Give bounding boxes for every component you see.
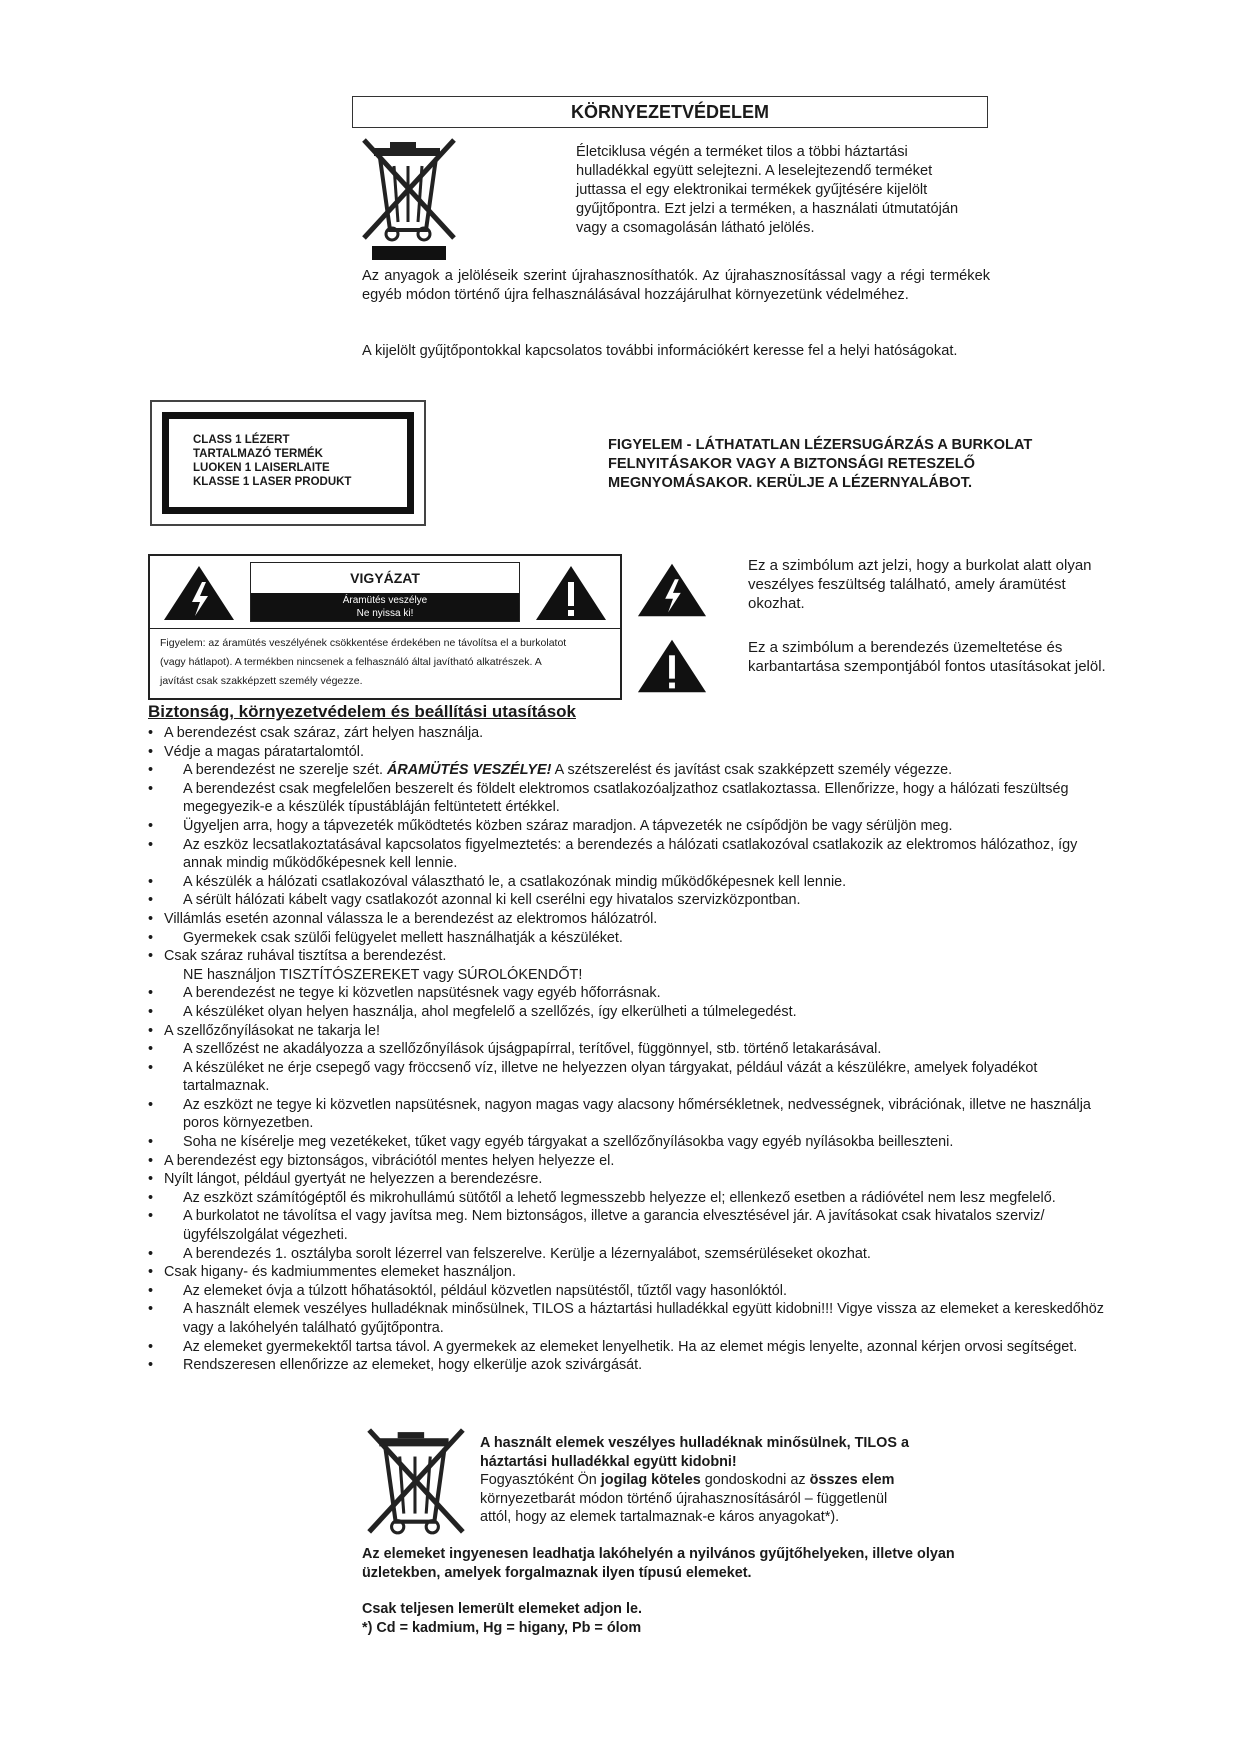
- safety-item-text: A berendezést egy biztonságos, vibrációtól mentes helyen helyezze el.: [164, 1152, 615, 1169]
- caution-subtitle: [251, 593, 519, 621]
- safety-item: [148, 1059, 1108, 1096]
- bin-description: Életciklusa végén a terméket tilos a többi háztartási hulladékkal együtt selejtezni. A leselejtezendő terméket juttassa el egy elektronikai termékek gyűjtésére kijelölt gyűjtőpontra. Ezt jelzi a terméken, a használati útmutatóján vagy a csomagolásán látható jelölés.: [576, 144, 959, 236]
- caution-box: [148, 554, 622, 700]
- safety-list: [148, 724, 1108, 1375]
- bullet: •: [148, 1282, 154, 1299]
- safety-item: [148, 1282, 1108, 1301]
- safety-item: [148, 966, 1108, 985]
- caution-text-line: (vagy hátlapot). A termékben nincsenek a felhasználó által javítható alkatrészek. A: [160, 656, 542, 668]
- laser-label-line: LUOKEN 1 LAISERLAITE: [193, 462, 330, 474]
- safety-item: [148, 1170, 1108, 1189]
- safety-item-text: A berendezést csak száraz, zárt helyen használja.: [164, 725, 484, 741]
- safety-item: [148, 1300, 1108, 1337]
- safety-item-text: Nyílt lángot, például gyertyát ne helyezzen a berendezésre.: [164, 1171, 543, 1188]
- battery-collection-text: Az elemeket ingyenesen leadhatja lakóhelyén a nyilvános gyűjtőhelyeken, illetve olyan üzletekben, amelyek forgalmaznak ilyen típusú elemeket.: [362, 1546, 955, 1581]
- bullet: •: [148, 873, 154, 890]
- safety-item-text: A készüléket olyan helyen használja, ahol megfelelő a szellőzés, így elkerülheti a túlmelegedést.: [183, 1003, 797, 1020]
- bullet: •: [148, 1338, 154, 1355]
- exclamation-symbol-description: Ez a szimbólum a berendezés üzemeltetése és karbantartása szempontjából fontos utasításokat jelöl.: [748, 639, 1106, 675]
- safety-item: [148, 1022, 1108, 1041]
- safety-item: [148, 891, 1108, 910]
- environment-title: KÖRNYEZETVÉDELEM: [352, 96, 988, 128]
- laser-label-line: KLASSE 1 LASER PRODUKT: [193, 476, 352, 488]
- bullet: •: [148, 1003, 154, 1020]
- lightning-symbol-description: Ez a szimbólum azt jelzi, hogy a burkolat alatt olyan veszélyes feszültség található, amely áramütést okozhat.: [748, 557, 1092, 612]
- caution-label: [250, 562, 520, 622]
- bullet: •: [148, 780, 154, 797]
- exclamation-warning-icon: [534, 564, 608, 622]
- bullet: •: [148, 1171, 154, 1188]
- bullet: •: [148, 948, 154, 965]
- bullet: •: [148, 817, 154, 834]
- safety-item-text: Csak száraz ruhával tisztítsa a berendezést.: [164, 948, 447, 965]
- safety-item-text: A sérült hálózati kábelt vagy csatlakozót azonnal ki kell cserélni egy hivatalos szervizközpontban.: [183, 892, 801, 909]
- safety-item-text: A szellőzőnyílásokat ne takarja le!: [164, 1022, 380, 1039]
- battery-text-part: Fogyasztóként Ön: [480, 1472, 601, 1489]
- bullet: •: [148, 1096, 154, 1113]
- bullet: •: [148, 1022, 154, 1039]
- caution-text: [160, 634, 615, 691]
- safety-item: [148, 743, 1108, 762]
- safety-item-text: Védje a magas páratartalomtól.: [164, 743, 364, 760]
- safety-item-text: Az elemeket gyermekektől tartsa távol. A gyermekek az elemeket lenyelhetik. Ha az elemet mégis lenyelte, azonnal kérjen orvosi segítséget.: [183, 1338, 1078, 1355]
- bullet: •: [148, 1041, 154, 1058]
- safety-item-text: Csak higany- és kadmiummentes elemeket használjon.: [164, 1264, 516, 1281]
- safety-item-text: A berendezést ne szerelje szét. ÁRAMÜTÉS VESZÉLYE! A szétszerelést és javítást csak szakképzett személy végezze.: [183, 762, 953, 779]
- authorities-paragraph: A kijelölt gyűjtőpontokkal kapcsolatos további információkért keresse fel a helyi hatóságokat.: [362, 343, 958, 359]
- safety-item-text: A szellőzést ne akadályozza a szellőzőnyílások újságpapírral, terítővel, függönnyel, stb. történő letakarásával.: [183, 1041, 882, 1058]
- caution-sub-line: Ne nyissa ki!: [356, 608, 414, 619]
- bullet: •: [148, 929, 154, 946]
- bullet: •: [148, 1152, 154, 1169]
- battery-text-part: gondoskodni az: [700, 1472, 810, 1489]
- safety-item: [148, 1133, 1108, 1152]
- recycling-paragraph: Az anyagok a jelöléseik szerint újrahasznosíthatók. Az újrahasznosítással vagy a régi termékek egyéb módon történő újra felhasználásával hozzájárulhat környezetünk védelméhez.: [362, 268, 990, 303]
- safety-item-text: Gyermekek csak szülői felügyelet mellett használhatják a készüléket.: [183, 929, 623, 946]
- safety-item: [148, 929, 1108, 948]
- battery-discharged-note: Csak teljesen lemerült elemeket adjon le.: [362, 1601, 642, 1617]
- laser-class-label: [150, 400, 426, 526]
- laser-label-line: TARTALMAZÓ TERMÉK: [193, 448, 323, 460]
- safety-item: [148, 1263, 1108, 1282]
- safety-item: [148, 1338, 1108, 1357]
- bullet: •: [148, 1189, 154, 1206]
- exclamation-warning-icon: [636, 636, 708, 696]
- safety-item-text: A készüléket ne érje csepegő vagy fröccsenő víz, illetve ne helyezzen olyan tárgyakat, például vázát a készülékre, amelyek folyadékot tartalmaznak.: [183, 1059, 1038, 1095]
- battery-disposal-text: [480, 1434, 920, 1527]
- safety-item: [148, 1096, 1108, 1133]
- caution-title: VIGYÁZAT: [350, 570, 420, 586]
- laser-label-line: CLASS 1 LÉZERT: [193, 434, 290, 446]
- safety-item-text: Az eszközt számítógéptől és mikrohullámú sütőtől a lehető legmesszebb helyezze el; ellenkező esetben a rádióvétel nem lesz megfelelő.: [183, 1189, 1056, 1206]
- safety-item-text: Az eszköz lecsatlakoztatásával kapcsolatos figyelmeztetés: a berendezés a hálózati csatlakozóval csatlakozik az elektromos hálózathoz, így annak mindig működőképesnek kell lennie.: [183, 836, 1078, 872]
- bullet: •: [148, 892, 154, 909]
- safety-item-text: Soha ne kísérelje meg vezetékeket, tűket vagy egyéb tárgyakat a szellőzőnyílásokba vagy egyéb nyílásokba beilleszteni.: [183, 1134, 954, 1151]
- lightning-warning-icon: [636, 560, 708, 620]
- crossed-bin-icon: [362, 1426, 470, 1538]
- battery-bold-part: jogilag köteles: [600, 1472, 701, 1489]
- safety-item: [148, 1207, 1108, 1244]
- safety-item-text: Az elemeket óvja a túlzott hőhatásoktól, például közvetlen napsütéstől, tűztől vagy hasonlóktól.: [183, 1282, 787, 1299]
- safety-item: [148, 780, 1108, 817]
- bullet: •: [148, 1208, 154, 1225]
- battery-footnote: [362, 1600, 962, 1637]
- safety-item-text: A készülék a hálózati csatlakozóval választható le, a csatlakozónak mindig működőképesnek kell lennie.: [183, 873, 847, 890]
- bullet: •: [148, 910, 154, 927]
- safety-item-text: A berendezést ne tegye ki közvetlen napsütésnek vagy egyéb hőforrásnak.: [183, 985, 661, 1002]
- battery-text-part: környezetbarát módon történő újrahasznosításáról – függetlenül attól, hogy az elemek tartalmaznak-e káros anyagokat*).: [480, 1490, 888, 1526]
- safety-item: [148, 910, 1108, 929]
- bullet: •: [148, 836, 154, 853]
- caution-text-line: javítást csak szakképzett személy végezze.: [160, 675, 363, 687]
- bullet: •: [148, 1357, 154, 1374]
- safety-item: [148, 1356, 1108, 1375]
- safety-item-text: A használt elemek veszélyes hulladéknak minősülnek, TILOS a háztartási hulladékkal együtt kidobni!!! Vigye vissza az elemeket a kereskedőhöz vagy a lakóhelyén található gyűjtőpontra.: [183, 1301, 1104, 1336]
- laser-warning: FIGYELEM - LÁTHATATLAN LÉZERSUGÁRZÁS A BURKOLAT FELNYITÁSAKOR VAGY A BIZTONSÁGI RETESZELŐ MEGNYOMÁSAKOR. KERÜLJE A LÉZERNYALÁBOT.: [608, 437, 1033, 491]
- safety-item-text: Ügyeljen arra, hogy a tápvezeték működtetés közben száraz maradjon. A tápvezeték ne csípődjön be vagy sérüljön meg.: [183, 817, 953, 834]
- safety-item: [148, 947, 1108, 966]
- safety-item-text: Az eszközt ne tegye ki közvetlen napsütésnek, nagyon magas vagy alacsony hőmérsékletnek, nedvességnek, vibrációnak, illetve ne használja poros környezetben.: [183, 1096, 1091, 1132]
- battery-bold-warning: A használt elemek veszélyes hulladéknak minősülnek, TILOS a háztartási hulladékkal együtt kidobni!: [480, 1435, 909, 1470]
- bullet: •: [148, 762, 154, 779]
- bullet: •: [148, 1301, 154, 1318]
- safety-item: [148, 1189, 1108, 1208]
- safety-item-text: A berendezés 1. osztályba sorolt lézerrel van felszerelve. Kerülje a lézernyalábot, szemsérüléseket okozhat.: [183, 1245, 871, 1262]
- safety-item: [148, 724, 1108, 743]
- safety-item: [148, 761, 1108, 780]
- safety-item: [148, 873, 1108, 892]
- lightning-warning-icon: [162, 564, 236, 622]
- safety-item: [148, 817, 1108, 836]
- caution-sub-line: Áramütés veszélye: [342, 595, 428, 606]
- safety-title: Biztonság, környezetvédelem és beállítási utasítások: [148, 702, 576, 721]
- safety-item: [148, 1003, 1108, 1022]
- bullet: •: [148, 725, 154, 741]
- battery-element-legend: *) Cd = kadmium, Hg = higany, Pb = ólom: [362, 1619, 642, 1636]
- bullet: •: [148, 1134, 154, 1151]
- safety-item: [148, 1152, 1108, 1171]
- bullet: •: [148, 985, 154, 1002]
- safety-item: [148, 1040, 1108, 1059]
- safety-item-text: A burkolatot ne távolítsa el vagy javítsa meg. Nem biztonságos, illetve a garancia elvesztésével jár. A javításokat csak hivatalos szerviz/ügyfélszolgálat végezheti.: [183, 1208, 1045, 1244]
- safety-item: [148, 836, 1108, 873]
- safety-item-text: NE használjon TISZTÍTÓSZEREKET vagy SÚROLÓKENDŐT!: [183, 966, 583, 983]
- safety-item-text: A berendezést csak megfelelően beszerelt és földelt elektromos csatlakozóaljzathoz csatlakoztassa. Ellenőrizze, hogy a hálózati feszültség megegyezik-e a készülék típustábláján feltüntetett értékkel.: [183, 780, 1069, 816]
- safety-item-text: Rendszeresen ellenőrizze az elemeket, hogy elkerülje azok szivárgását.: [183, 1357, 643, 1374]
- bullet: •: [148, 743, 154, 760]
- bullet: •: [148, 1059, 154, 1076]
- safety-item: [148, 1245, 1108, 1264]
- safety-item-text: Villámlás esetén azonnal válassza le a berendezést az elektromos hálózatról.: [164, 910, 658, 927]
- battery-bold-part: összes elem: [809, 1472, 895, 1489]
- crossed-bin-icon: [360, 134, 460, 262]
- caution-text-line: Figyelem: az áramütés veszélyének csökkentése érdekében ne távolítsa el a burkolatot: [160, 637, 567, 649]
- bullet: •: [148, 1245, 154, 1262]
- safety-item: [148, 984, 1108, 1003]
- bullet: •: [148, 1264, 154, 1281]
